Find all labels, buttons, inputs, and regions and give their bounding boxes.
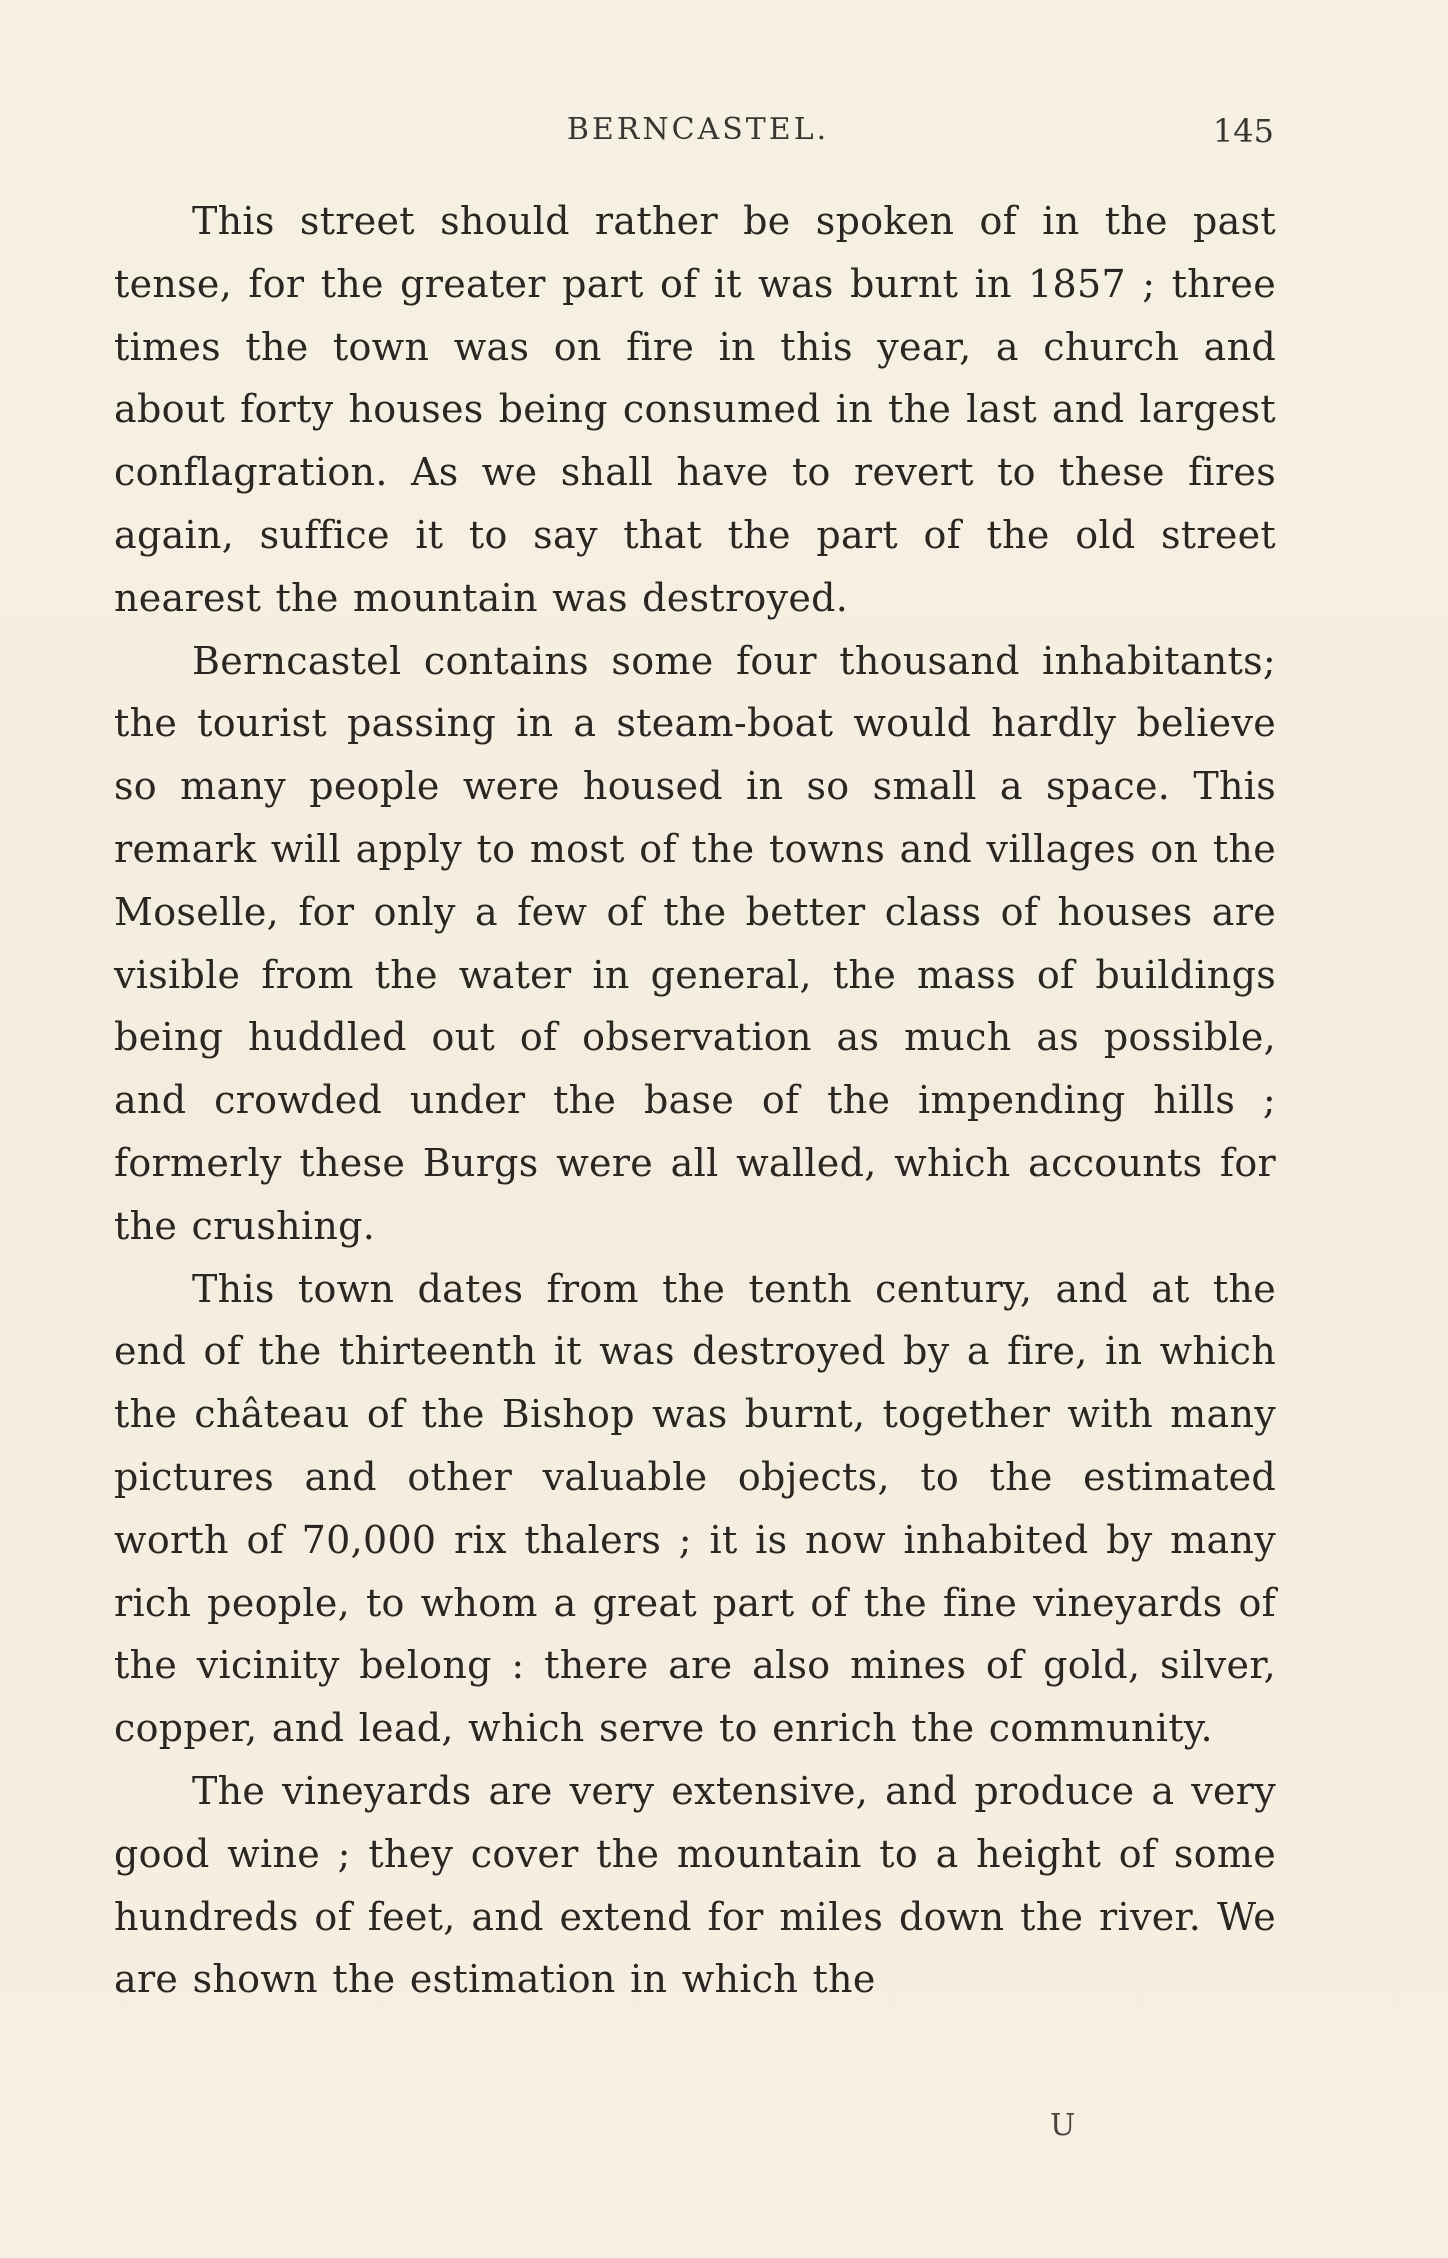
running-head — [118, 112, 1278, 152]
paragraph: This street should rather be spoken of in the past tense, for the greater part of it was burnt in 1857 ; three times the town was on fire in this year, a church and about forty houses being consumed in the last and largest conflagration. As we shall have to revert to these fires again, suffice it to say that the part of the old street nearest the mountain was destroyed. — [114, 199, 1276, 620]
running-title: BERNCASTEL. — [566, 112, 830, 147]
paragraph: Berncastel contains some four thousand inhabitants; the tourist passing in a steam-boat would hardly believe so many people were housed in so small a space. This remark will apply to most of the towns and villages on the Moselle, for only a few of the better class of houses are visible from the water in general, the mass of buildings being huddled out of observation as much as possible, and crowded under the base of the impending hills ; formerly these Burgs were all walled, which accounts for the crushing. — [114, 638, 1276, 1248]
paragraph: This town dates from the tenth century, and at the end of the thirteenth it was destroyed by a fire, in which the château of the Bishop was burnt, together with many pictures and other valuable objects, to the estimated worth of 70,000 rix thalers ; it is now inhabited by many rich people, to whom a great part of the fine vineyards of the vicinity belong : there are also mines of gold, silver, copper, and lead, which serve to enrich the community. — [114, 1266, 1276, 1751]
page-number: 145 — [1212, 112, 1274, 150]
paragraph: The vineyards are very extensive, and produce a very good wine ; they cover the mountain to a height of some hundreds of feet, and extend for miles down the river. We are shown the estimation in which the — [114, 1768, 1276, 2002]
body-text — [114, 190, 1276, 2011]
signature-mark: U — [1050, 2108, 1076, 2143]
